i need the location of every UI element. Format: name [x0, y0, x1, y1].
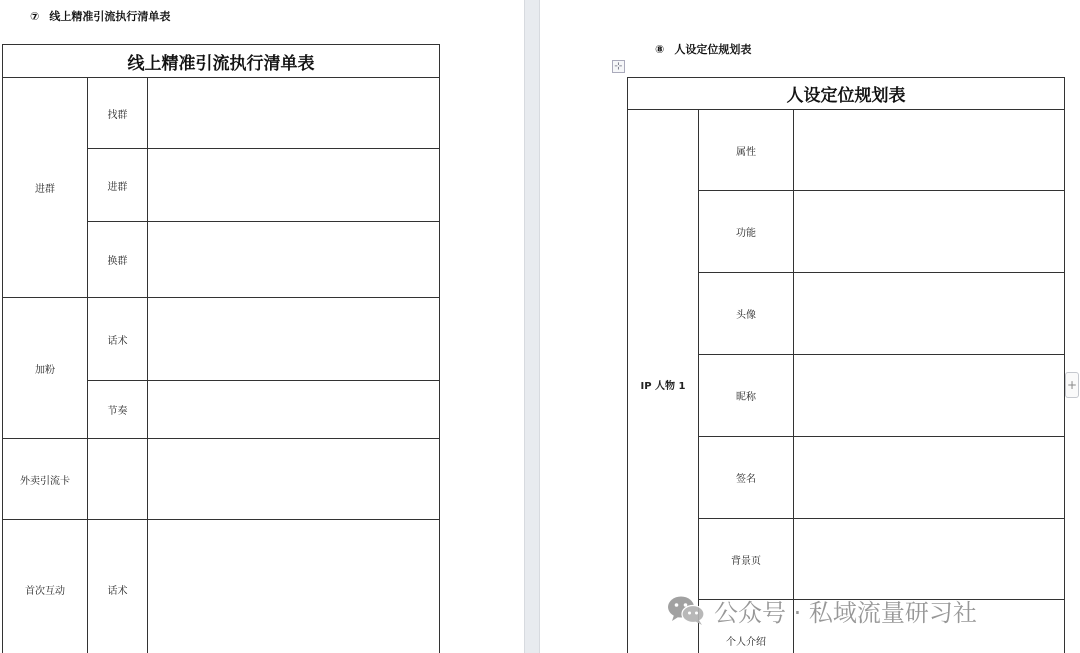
content-cell[interactable] — [147, 297, 440, 381]
table-title[interactable]: 线上精准引流执行清单表 — [2, 44, 440, 78]
item-label-cell[interactable]: 属性 — [698, 109, 794, 191]
content-cell[interactable] — [793, 518, 1065, 600]
content-cell[interactable] — [793, 354, 1065, 437]
item-label-cell[interactable]: 功能 — [698, 190, 794, 273]
item-label-cell[interactable]: 找群 — [87, 77, 148, 149]
table-title[interactable]: 人设定位规划表 — [627, 77, 1065, 110]
wechat-icon — [666, 594, 706, 626]
item-label-cell[interactable]: 头像 — [698, 272, 794, 355]
item-label-cell[interactable]: 个人介绍 — [698, 599, 794, 653]
content-cell[interactable] — [147, 221, 440, 298]
watermark-text: 公众号 · 私域流量研习社 — [714, 598, 977, 627]
content-cell[interactable] — [147, 519, 440, 653]
watermark — [666, 590, 977, 630]
item-label-cell[interactable]: 话术 — [87, 297, 148, 381]
group-label-cell[interactable]: 加粉 — [2, 297, 88, 439]
content-cell[interactable] — [147, 438, 440, 520]
item-label-cell[interactable]: 签名 — [698, 436, 794, 519]
content-cell[interactable] — [793, 436, 1065, 519]
content-cell[interactable] — [793, 190, 1065, 273]
content-cell[interactable] — [147, 148, 440, 222]
add-column-icon[interactable]: + — [1065, 372, 1079, 398]
content-cell[interactable] — [147, 77, 440, 149]
item-label-cell[interactable]: 昵称 — [698, 354, 794, 437]
section-title: 人设定位规划表 — [674, 43, 752, 56]
table-move-handle-icon[interactable]: ⊹ — [612, 60, 625, 73]
group-label-cell[interactable]: IP 人物 1 — [627, 109, 699, 653]
item-label-cell[interactable]: 进群 — [87, 148, 148, 222]
item-label-cell[interactable]: 背景页 — [698, 518, 794, 600]
section-title: 线上精准引流执行清单表 — [49, 10, 171, 23]
section-number: ⑦ — [30, 10, 40, 23]
section-heading-8 — [655, 41, 751, 57]
content-cell[interactable] — [793, 272, 1065, 355]
left-document-page — [0, 0, 524, 653]
group-label-cell[interactable]: 进群 — [2, 77, 88, 298]
content-cell[interactable] — [147, 380, 440, 439]
group-label-cell[interactable]: 首次互动 — [2, 519, 88, 653]
section-heading-7 — [30, 8, 170, 24]
item-label-cell[interactable]: 节奏 — [87, 380, 148, 439]
section-number: ⑧ — [655, 43, 665, 56]
item-label-cell[interactable]: 话术 — [87, 519, 148, 653]
item-label-cell[interactable]: 换群 — [87, 221, 148, 298]
item-label-cell[interactable] — [87, 438, 148, 520]
group-label-cell[interactable]: 外卖引流卡 — [2, 438, 88, 520]
page-gutter — [524, 0, 540, 653]
content-cell[interactable] — [793, 109, 1065, 191]
